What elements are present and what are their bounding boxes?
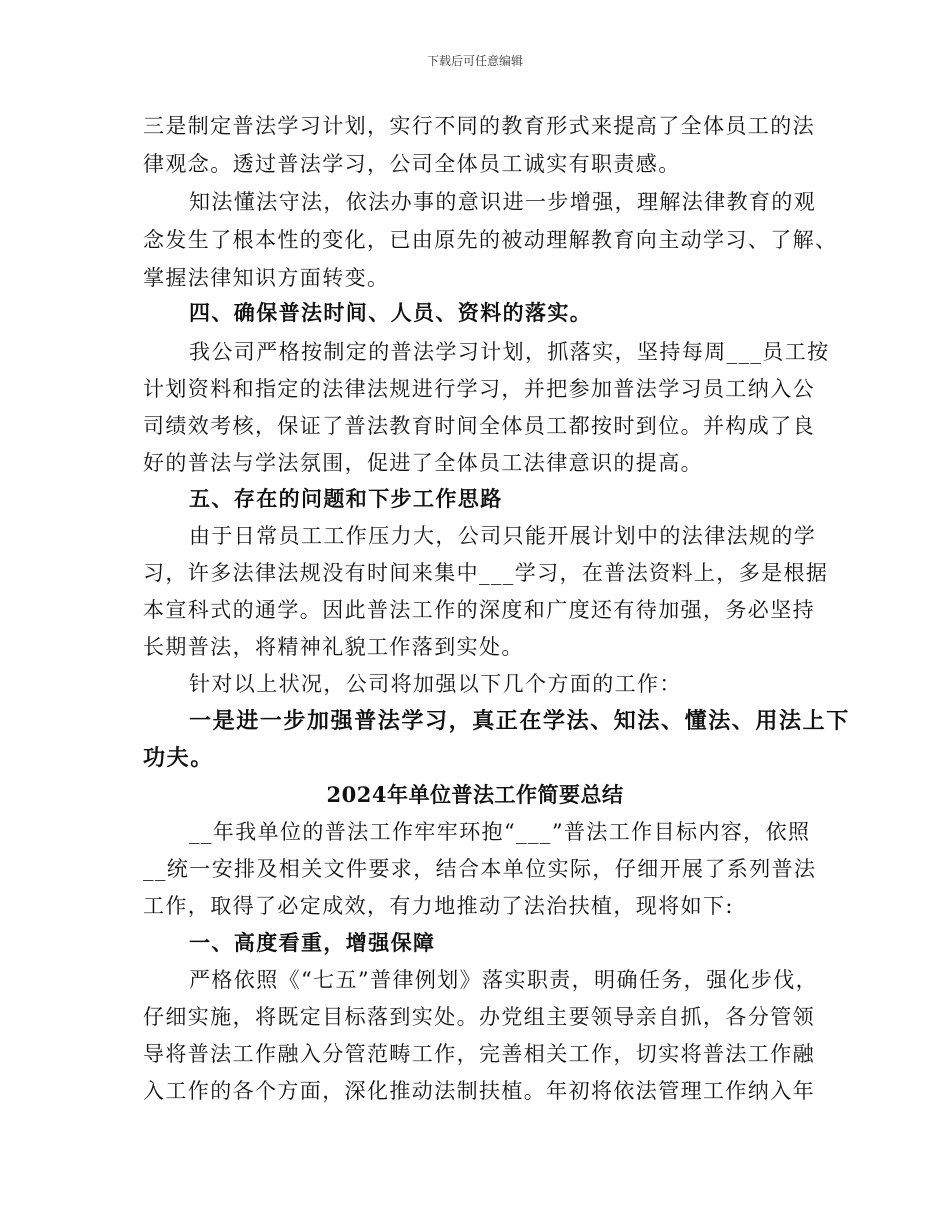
paragraph-line: 针对以上状况，公司将加强以下几个方面的工作： (189, 672, 682, 696)
paragraph-line: 司绩效考核，保证了普法教育时间全体员工都按时到位。并构成了良 (143, 414, 815, 438)
paragraph-line: 我公司严格按制定的普法学习计划，抓落实，坚持每周___员工按 (189, 340, 830, 364)
paragraph-line: 念发生了根本性的变化，已由原先的被动理解教育向主动学习、了解、 (143, 228, 838, 252)
paragraph-line: 好的普法与学法氛围，促进了全体员工法律意识的提高。 (143, 451, 703, 475)
paragraph-line: 工作，取得了必定成效，有力地推动了法治扶植，现将如下: (143, 894, 734, 918)
page-header: 下载后可任意编辑 (426, 54, 523, 68)
section-heading: 五、存在的问题和下步工作思路 (189, 486, 503, 511)
paragraph-line: 计划资料和指定的法律法规进行学习，并把参加普法学习员工纳入公 (143, 377, 815, 401)
paragraph-line: __年我单位的普法工作牢牢环抱“___”普法工作目标内容，依照 (189, 820, 811, 844)
paragraph-line: 导将普法工作融入分管范畴工作，完善相关工作，切实将普法工作融 (143, 1042, 815, 1066)
paragraph-line: 仔细实施，将既定目标落到实处。办党组主要领导亲自抓，各分管领 (143, 1005, 815, 1029)
paragraph-line: __统一安排及相关文件要求，结合本单位实际，仔细开展了系列普法 (143, 857, 817, 881)
paragraph-line: 由于日常员工工作压力大，公司只能开展计划中的法律法规的学 (189, 524, 817, 548)
section-heading: 一、高度看重，增强保障 (189, 930, 436, 955)
paragraph-line: 三是制定普法学习计划，实行不同的教育形式来提高了全体员工的法 (143, 114, 815, 138)
document-title: 2024年单位普法工作简要总结 (326, 782, 624, 807)
paragraph-line: 掌握法律知识方面转变。 (143, 266, 390, 290)
paragraph-line: 习，许多法律法规没有时间来集中___学习，在普法资料上，多是根据 (143, 561, 829, 585)
paragraph-line: 严格依照《“七五”普律例划》落实职责，明确任务，强化步伐， (189, 968, 819, 992)
emphasis-line: 功夫。 (143, 745, 214, 771)
paragraph-line: 知法懂法守法，依法办事的意识进一步增强，理解法律教育的观 (189, 190, 817, 214)
emphasis-line: 一是进一步加强普法学习，真正在学法、知法、懂法、用法上下 (189, 708, 850, 734)
section-heading: 四、确保普法时间、人员、资料的落实。 (189, 300, 593, 325)
paragraph-line: 入工作的各个方面，深化推动法制扶植。年初将依法管理工作纳入年 (143, 1079, 815, 1103)
paragraph-line: 长期普法，将精神礼貌工作落到实处。 (143, 635, 524, 659)
paragraph-line: 律观念。透过普法学习，公司全体员工诚实有职责感。 (143, 152, 681, 176)
paragraph-line: 本宣科式的通学。因此普法工作的深度和广度还有待加强，务必坚持 (143, 598, 815, 622)
